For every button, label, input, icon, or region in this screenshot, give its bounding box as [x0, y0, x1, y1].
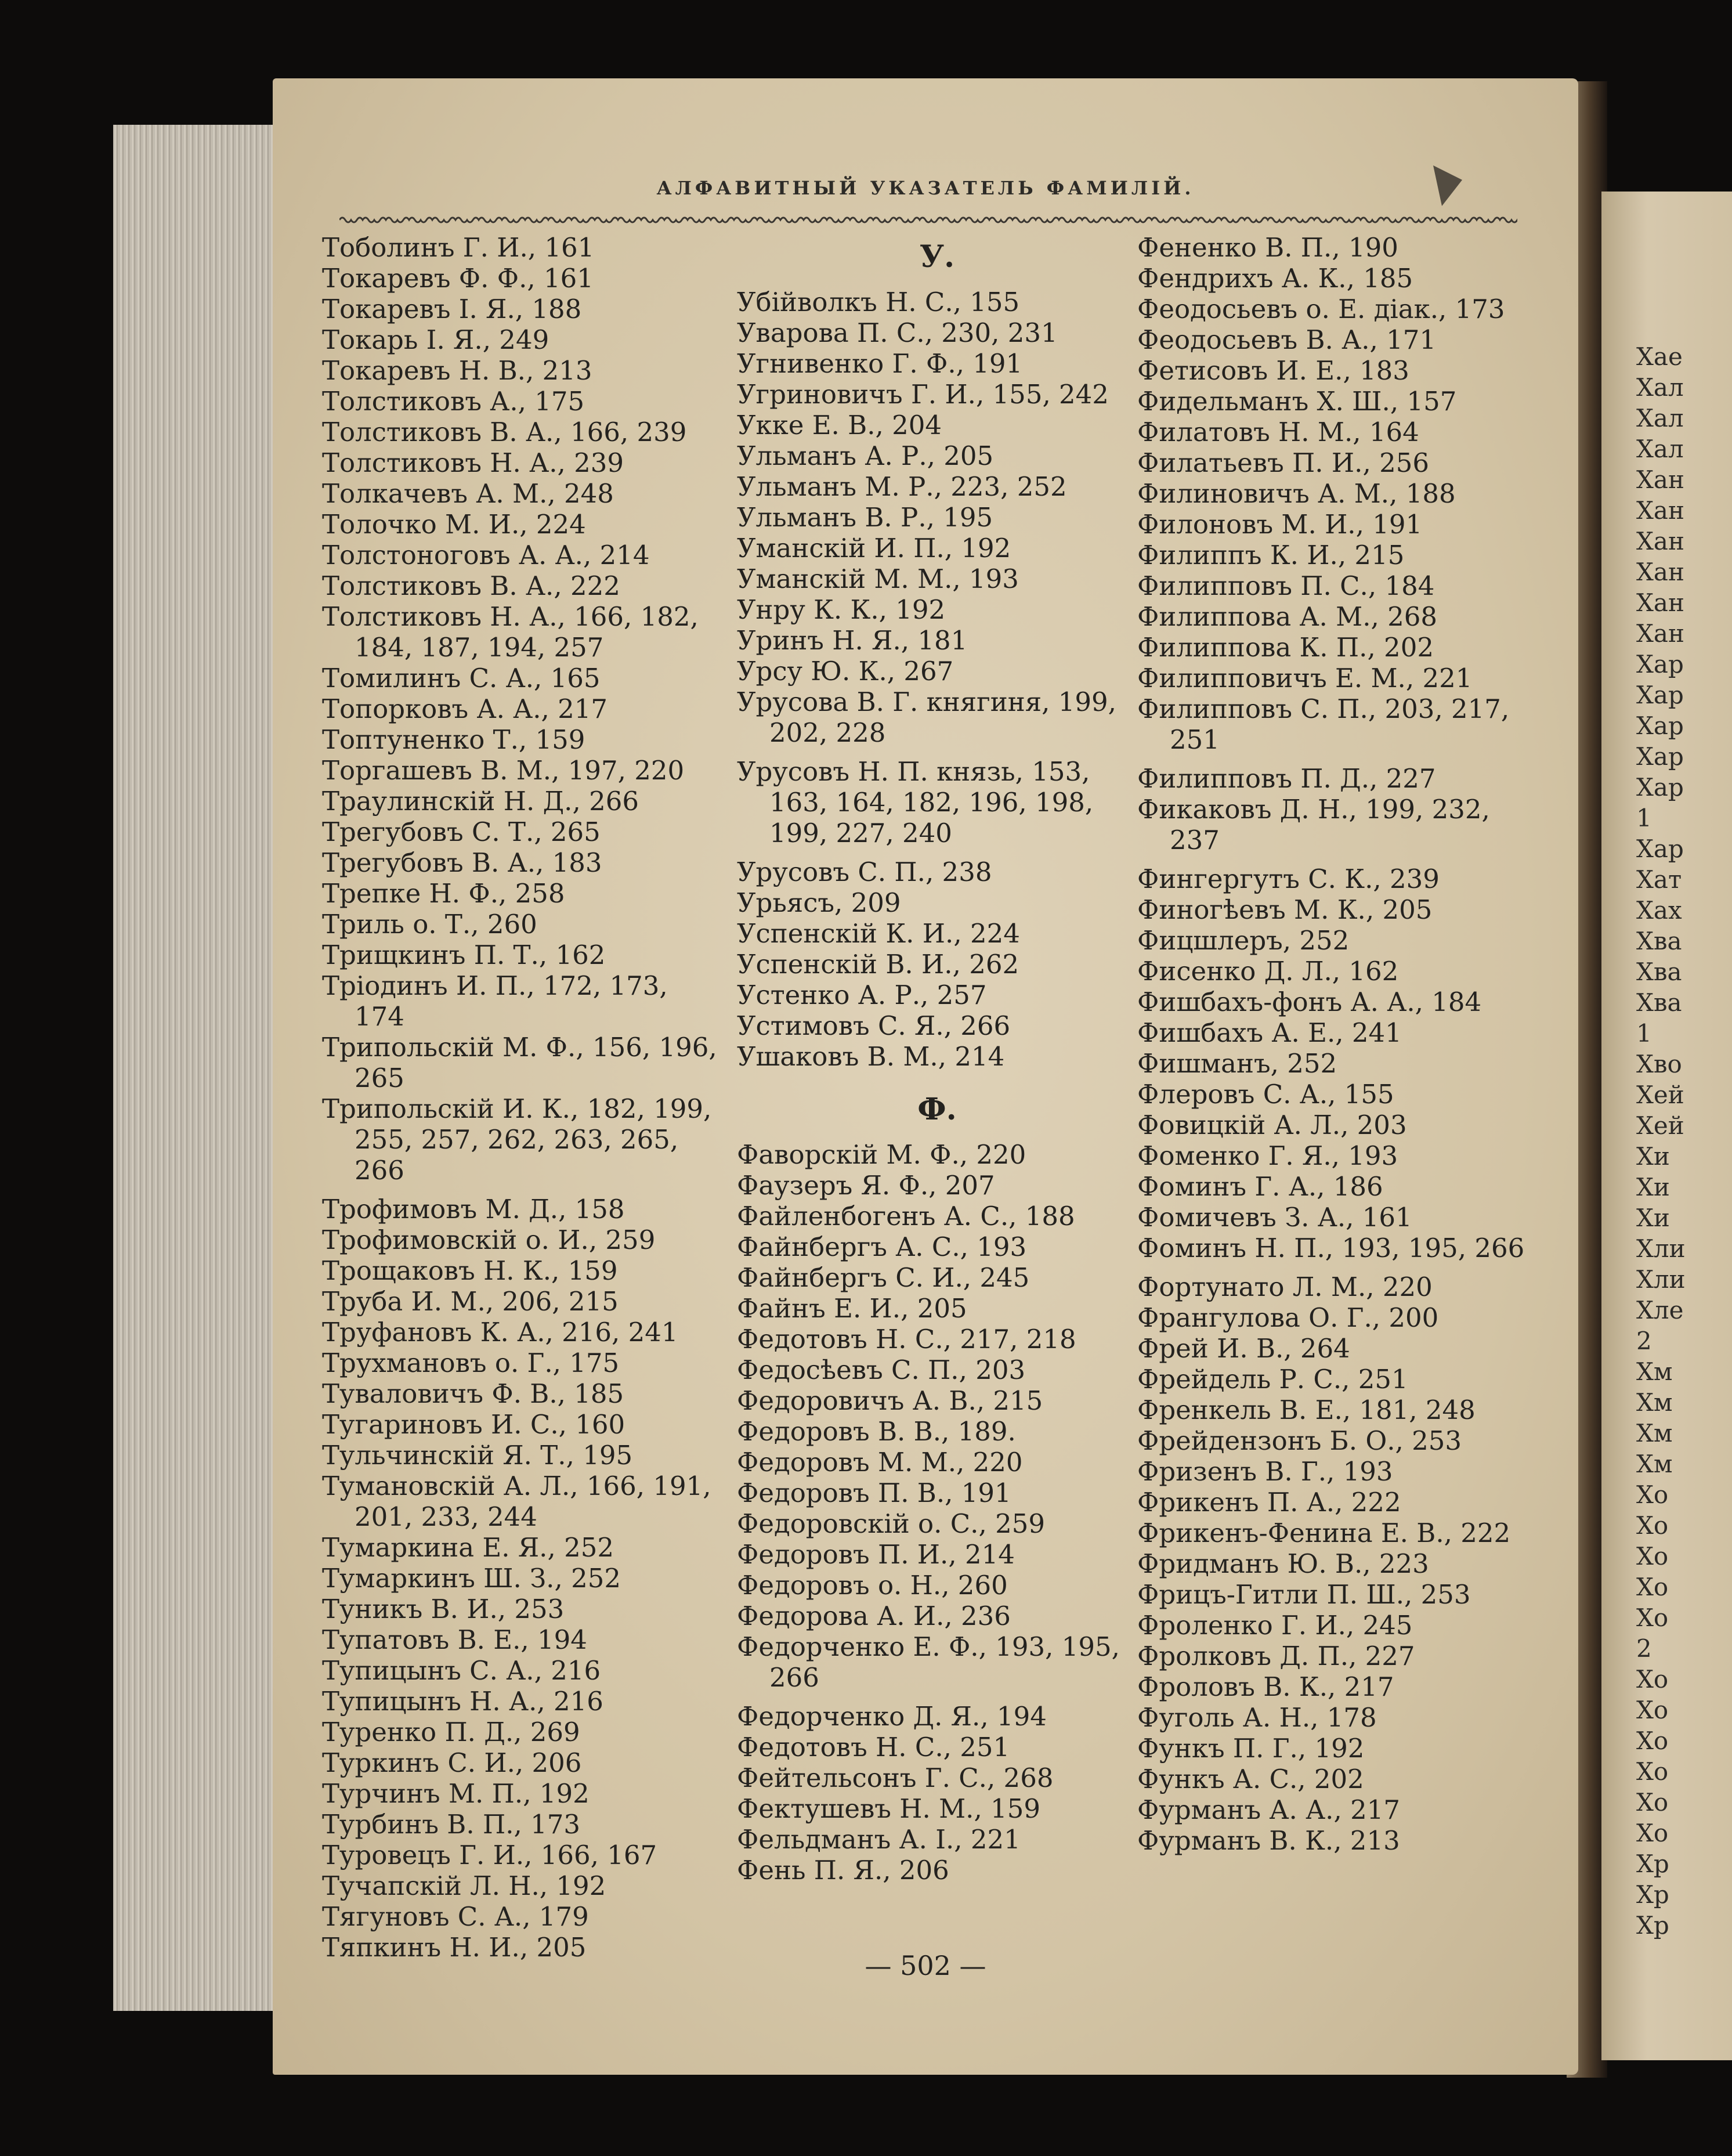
- index-entry: Урьясъ, 209: [737, 887, 901, 918]
- index-entry: Урусова В. Г. княгиня, 199, 202, 228: [737, 687, 1116, 748]
- index-entry: Фовицкій А. Л., 203: [1137, 1110, 1407, 1140]
- right-page-text-fragment: Хо: [1636, 1788, 1669, 1816]
- right-page-text-fragment: Хар: [1636, 742, 1684, 771]
- index-entry: Фишбахъ А. Е., 241: [1137, 1017, 1402, 1048]
- index-entry: Фингергутъ С. К., 239: [1137, 864, 1440, 894]
- index-entry: Толочко М. И., 224: [322, 509, 586, 540]
- right-page-text-fragment: Хо: [1636, 1757, 1669, 1786]
- index-entry: Токаревъ I. Я., 188: [322, 294, 582, 324]
- index-entry: Трощаковъ Н. К., 159: [322, 1255, 618, 1286]
- index-entry: Томилинъ С. А., 165: [322, 663, 601, 694]
- index-entry: Фрикенъ П. А., 222: [1137, 1487, 1401, 1518]
- index-entry: Файнъ Е. И., 205: [737, 1293, 967, 1324]
- index-entry: Файнбергъ А. С., 193: [737, 1232, 1027, 1262]
- index-entry: Фикаковъ Д. Н., 199, 232, 237: [1137, 794, 1490, 855]
- index-entry: Фрей И. В., 264: [1137, 1333, 1350, 1364]
- column-1: [322, 232, 722, 1963]
- index-entry: Ульманъ М. Р., 223, 252: [737, 471, 1067, 502]
- index-entry: Трухмановъ о. Г., 175: [322, 1348, 620, 1378]
- right-page-text-fragment: Хр: [1636, 1911, 1669, 1940]
- index-entry: Толстиковъ В. А., 222: [322, 570, 620, 601]
- corner-fold-mark: [1427, 162, 1468, 209]
- index-entry: Филатовъ Н. М., 164: [1137, 417, 1419, 447]
- index-entry: Фроловъ В. К., 217: [1137, 1671, 1394, 1702]
- index-entry: Топтуненко Т., 159: [322, 724, 585, 755]
- right-page-text-fragment: Хм: [1636, 1388, 1673, 1417]
- right-page-text-fragment: Хар: [1636, 835, 1684, 863]
- index-entry: Фендрихъ А. К., 185: [1137, 263, 1413, 294]
- index-entry: Успенскій К. И., 224: [737, 918, 1020, 949]
- index-entry: Тупицынъ Н. А., 216: [322, 1686, 603, 1717]
- index-entry: Туровецъ Г. И., 166, 167: [322, 1840, 657, 1870]
- index-entry: Унру К. К., 192: [737, 594, 946, 625]
- index-entry: Федоровъ М. М., 220: [737, 1447, 1023, 1478]
- index-entry: Фрикенъ-Фенина Е. В., 222: [1137, 1518, 1511, 1548]
- book-page: [273, 78, 1578, 2075]
- index-entry: Филиппова К. П., 202: [1137, 632, 1434, 663]
- index-entry: Толстиковъ А., 175: [322, 386, 585, 417]
- section-letter-heading: У.: [919, 239, 955, 275]
- index-entry: Федорченко Д. Я., 194: [737, 1701, 1047, 1732]
- index-entry: Фейтельсонъ Г. С., 268: [737, 1763, 1054, 1793]
- index-entry: Уманскій И. П., 192: [737, 533, 1011, 564]
- page-number: — 502 —: [865, 1950, 986, 1981]
- right-page-text-fragment: Хо: [1636, 1696, 1669, 1724]
- column-3: [1137, 232, 1538, 1856]
- index-entry: Уринъ Н. Я., 181: [737, 625, 968, 656]
- index-entry: Фисенко Д. Л., 162: [1137, 956, 1399, 987]
- index-entry: Филипповъ С. П., 203, 217, 251: [1137, 694, 1510, 755]
- index-entry: Филиппова А. М., 268: [1137, 601, 1438, 632]
- right-page-text-fragment: Хли: [1636, 1265, 1686, 1294]
- right-page-text-fragment: Хо: [1636, 1573, 1669, 1601]
- right-page-text-fragment: Хи: [1636, 1173, 1670, 1201]
- index-entry: Файленбогенъ А. С., 188: [737, 1201, 1075, 1232]
- right-page-text-fragment: 2: [1636, 1327, 1652, 1355]
- section-letter-heading: Ф.: [917, 1092, 957, 1127]
- index-entry: Филиновичъ А. М., 188: [1137, 478, 1456, 509]
- right-page-text-fragment: Хр: [1636, 1850, 1669, 1878]
- right-page-text-fragment: Хар: [1636, 650, 1684, 678]
- index-entry: Фортунато Л. М., 220: [1137, 1272, 1433, 1302]
- index-entry: Траулинскій Н. Д., 266: [322, 786, 639, 817]
- index-entry: Урусовъ С. П., 238: [737, 857, 992, 887]
- right-page-text-fragment: Хан: [1636, 558, 1684, 586]
- index-entry: Трофимовъ М. Д., 158: [322, 1194, 625, 1225]
- index-entry: Туваловичъ Ф. В., 185: [322, 1378, 624, 1409]
- index-entry: Функъ П. Г., 192: [1137, 1733, 1365, 1764]
- right-page-text-fragment: Хей: [1636, 1081, 1684, 1109]
- index-entry: Фень П. Я., 206: [737, 1855, 949, 1886]
- index-entry: Фоминъ Н. П., 193, 195, 266: [1137, 1233, 1525, 1263]
- header-wavy-rule: [339, 212, 1517, 228]
- right-page-text-fragment: Хал: [1636, 435, 1684, 463]
- index-entry: Филоновъ М. И., 191: [1137, 509, 1423, 540]
- right-page-text-fragment: Хат: [1636, 865, 1682, 894]
- index-entry: Тягуновъ С. А., 179: [322, 1901, 589, 1932]
- index-entry: Фоминъ Г. А., 186: [1137, 1171, 1383, 1202]
- index-entry: Тумаркина Е. Я., 252: [322, 1532, 614, 1563]
- index-entry: Федоровъ В. В., 189.: [737, 1416, 1016, 1447]
- index-entry: Фролковъ Д. П., 227: [1137, 1641, 1415, 1671]
- index-entry: Труба И. М., 206, 215: [322, 1286, 619, 1317]
- index-entry: Фаворскій М. Ф., 220: [737, 1139, 1026, 1170]
- page-header: АЛФАВИТНЫЙ УКАЗАТЕЛЬ ФАМИЛІЙ.: [656, 177, 1195, 199]
- index-entry: Фрицъ-Гитли П. Ш., 253: [1137, 1579, 1471, 1610]
- index-entry: Тріодинъ И. П., 172, 173, 174: [322, 970, 668, 1032]
- index-entry: Трепке Н. Ф., 258: [322, 878, 565, 909]
- index-entry: Фицшлеръ, 252: [1137, 925, 1350, 956]
- index-entry: Трофимовскій о. И., 259: [322, 1225, 656, 1255]
- index-entry: Трегубовъ В. А., 183: [322, 847, 602, 878]
- index-entry: Урусовъ Н. П. князь, 153, 163, 164, 182, 196, 198, 199, 227, 240: [737, 756, 1094, 848]
- right-page-text-fragment: Хво: [1636, 1050, 1682, 1078]
- right-page-text-fragment: Хи: [1636, 1142, 1670, 1171]
- index-entry: Турбинъ В. П., 173: [322, 1809, 581, 1840]
- right-page-text-fragment: Хае: [1636, 342, 1683, 371]
- index-entry: Тульчинскій Я. Т., 195: [322, 1440, 633, 1471]
- right-page-text-fragment: Хах: [1636, 896, 1682, 924]
- right-page-text-fragment: Хан: [1636, 496, 1684, 525]
- right-page-text-fragment: 2: [1636, 1634, 1652, 1663]
- right-page-text-fragment: Хва: [1636, 958, 1682, 986]
- index-entry: Торгашевъ В. М., 197, 220: [322, 755, 685, 786]
- index-entry: Фурманъ А. А., 217: [1137, 1794, 1400, 1825]
- index-entry: Токарь I. Я., 249: [322, 324, 549, 355]
- index-entry: Толстиковъ Н. А., 239: [322, 447, 624, 478]
- right-page-text-fragment: Хан: [1636, 465, 1684, 494]
- index-entry: Файнбергъ С. И., 245: [737, 1262, 1030, 1293]
- index-entry: Федоровичъ А. В., 215: [737, 1385, 1043, 1416]
- right-page-text-fragment: Хал: [1636, 373, 1684, 402]
- index-entry: Ульманъ В. Р., 195: [737, 502, 993, 533]
- index-entry: Угнивенко Г. Ф., 191: [737, 348, 1023, 379]
- index-entry: Федосѣевъ С. П., 203: [737, 1355, 1026, 1385]
- index-entry: Фурманъ В. К., 213: [1137, 1825, 1400, 1856]
- right-page-text-fragment: 1: [1636, 804, 1652, 832]
- index-entry: Толстоноговъ А. А., 214: [322, 540, 650, 570]
- right-page-text-fragment: Хан: [1636, 619, 1684, 648]
- index-entry: Тумановскій А. Л., 166, 191, 201, 233, 244: [322, 1471, 711, 1532]
- index-entry: Тупицынъ С. А., 216: [322, 1655, 601, 1686]
- right-page-text-fragment: Хо: [1636, 1511, 1669, 1540]
- index-entry: Фрейдензонъ Б. О., 253: [1137, 1425, 1462, 1456]
- index-entry: Трипольскій И. К., 182, 199, 255, 257, 262, 263, 265, 266: [322, 1093, 712, 1186]
- right-page-text-fragment: Хм: [1636, 1450, 1673, 1478]
- index-entry: Федоровъ П. И., 214: [737, 1539, 1015, 1570]
- index-entry: Фидельманъ Х. Ш., 157: [1137, 386, 1457, 417]
- index-entry: Фаузеръ Я. Ф., 207: [737, 1170, 995, 1201]
- index-entry: Топорковъ А. А., 217: [322, 694, 608, 724]
- index-entry: Френкель В. Е., 181, 248: [1137, 1395, 1476, 1425]
- right-page-text-fragment: Хи: [1636, 1204, 1670, 1232]
- index-entry: Труфановъ К. А., 216, 241: [322, 1317, 678, 1348]
- index-entry: Триль о. Т., 260: [322, 909, 537, 940]
- index-entry: Успенскій В. И., 262: [737, 949, 1019, 980]
- index-entry: Филатьевъ П. И., 256: [1137, 447, 1429, 478]
- index-entry: Фризенъ В. Г., 193: [1137, 1456, 1393, 1487]
- index-entry: Тучапскій Л. Н., 192: [322, 1870, 606, 1901]
- index-entry: Толкачевъ А. М., 248: [322, 478, 614, 509]
- index-entry: Урсу Ю. К., 267: [737, 656, 954, 687]
- right-page-fragment: [1601, 192, 1732, 2060]
- index-entry: Федоровъ о. Н., 260: [737, 1570, 1008, 1601]
- index-entry: Ульманъ А. Р., 205: [737, 440, 994, 471]
- right-page-text-fragment: Хал: [1636, 404, 1684, 432]
- index-entry: Фоменко Г. Я., 193: [1137, 1140, 1398, 1171]
- index-entry: Угриновичъ Г. И., 155, 242: [737, 379, 1109, 410]
- index-entry: Тугариновъ И. С., 160: [322, 1409, 625, 1440]
- index-entry: Франгулова О. Г., 200: [1137, 1302, 1439, 1333]
- right-page-text-fragment: Хар: [1636, 681, 1684, 709]
- index-entry: Федотовъ Н. С., 217, 218: [737, 1324, 1076, 1355]
- right-page-text-fragment: Хо: [1636, 1819, 1669, 1847]
- index-entry: Федорченко Е. Ф., 193, 195, 266: [737, 1631, 1120, 1693]
- index-entry: Тоболинъ Г. И., 161: [322, 232, 595, 263]
- right-page-text-fragment: Хо: [1636, 1542, 1669, 1570]
- right-page-text-fragment: Хей: [1636, 1111, 1684, 1140]
- index-entry: Фельдманъ А. I., 221: [737, 1824, 1021, 1855]
- index-entry: Федотовъ Н. С., 251: [737, 1732, 1010, 1763]
- index-entry: Фишбахъ-фонъ А. А., 184: [1137, 987, 1482, 1017]
- right-page-text-fragment: Хва: [1636, 927, 1682, 955]
- index-entry: Фуголь А. Н., 178: [1137, 1702, 1377, 1733]
- index-entry: Федорова А. И., 236: [737, 1601, 1011, 1631]
- right-page-text-fragment: Хар: [1636, 712, 1684, 740]
- index-entry: Фридманъ Ю. В., 223: [1137, 1548, 1429, 1579]
- right-page-text-fragment: Хан: [1636, 588, 1684, 617]
- right-page-text-fragment: 1: [1636, 1019, 1652, 1048]
- index-entry: Трегубовъ С. Т., 265: [322, 817, 601, 847]
- index-entry: Флеровъ С. А., 155: [1137, 1079, 1394, 1110]
- right-page-text-fragment: Хо: [1636, 1727, 1669, 1755]
- index-entry: Уварова П. С., 230, 231: [737, 317, 1058, 348]
- index-entry: Фененко В. П., 190: [1137, 232, 1398, 263]
- index-entry: Толстиковъ Н. А., 166, 182, 184, 187, 194, 257: [322, 601, 699, 663]
- index-entry: Туникъ В. И., 253: [322, 1594, 565, 1624]
- index-entry: Убійволкъ Н. С., 155: [737, 287, 1020, 317]
- index-entry: Туренко П. Д., 269: [322, 1717, 580, 1747]
- index-entry: Токаревъ Н. В., 213: [322, 355, 592, 386]
- index-entry: Фроленко Г. И., 245: [1137, 1610, 1413, 1641]
- index-entry: Тяпкинъ Н. И., 205: [322, 1932, 587, 1963]
- index-entry: Функъ А. С., 202: [1137, 1764, 1364, 1794]
- right-page-text-fragment: Хо: [1636, 1480, 1669, 1509]
- index-entry: Федоровскій о. С., 259: [737, 1508, 1045, 1539]
- index-entry: Турчинъ М. П., 192: [322, 1778, 590, 1809]
- index-entry: Уманскій М. М., 193: [737, 564, 1019, 594]
- index-entry: Фрейдель Р. С., 251: [1137, 1364, 1408, 1395]
- right-page-text-fragment: Хле: [1636, 1296, 1684, 1324]
- index-entry: Филипповъ П. С., 184: [1137, 570, 1435, 601]
- right-page-text-fragment: Хар: [1636, 773, 1684, 801]
- right-page-text-fragment: Хо: [1636, 1604, 1669, 1632]
- index-entry: Феодосьевъ о. Е. діак., 173: [1137, 294, 1505, 324]
- right-page-text-fragment: Хва: [1636, 988, 1682, 1017]
- index-entry: Толстиковъ В. А., 166, 239: [322, 417, 687, 447]
- index-entry: Финогѣевъ М. К., 205: [1137, 894, 1433, 925]
- index-entry: Фишманъ, 252: [1137, 1048, 1337, 1079]
- right-page-text-fragment: Хр: [1636, 1880, 1669, 1909]
- right-page-text-fragment: Хли: [1636, 1234, 1686, 1263]
- right-page-text-fragment: Хм: [1636, 1357, 1673, 1386]
- index-entry: Укке Е. В., 204: [737, 410, 942, 440]
- index-entry: Филипповъ П. Д., 227: [1137, 763, 1436, 794]
- index-entry: Туркинъ С. И., 206: [322, 1747, 582, 1778]
- index-entry: Тупатовъ В. Е., 194: [322, 1624, 587, 1655]
- index-entry: Феодосьевъ В. А., 171: [1137, 324, 1437, 355]
- right-page-text-fragment: Хм: [1636, 1419, 1673, 1447]
- index-entry: Фектушевъ Н. М., 159: [737, 1793, 1040, 1824]
- index-entry: Филипповичъ Е. М., 221: [1137, 663, 1473, 694]
- book-page-edges: [113, 125, 287, 2011]
- index-entry: Фетисовъ И. Е., 183: [1137, 355, 1409, 386]
- right-page-text-fragment: Хо: [1636, 1665, 1669, 1693]
- index-entry: Федоровъ П. В., 191: [737, 1478, 1011, 1508]
- right-page-text-fragment: Хан: [1636, 527, 1684, 555]
- index-entry: Трищкинъ П. Т., 162: [322, 940, 606, 970]
- index-entry: Фомичевъ З. А., 161: [1137, 1202, 1412, 1233]
- index-entry: Тумаркинъ Ш. З., 252: [322, 1563, 621, 1594]
- index-entry: Филиппъ К. И., 215: [1137, 540, 1405, 570]
- column-2: [737, 232, 1137, 1886]
- index-entry: Устенко А. Р., 257: [737, 980, 987, 1010]
- index-entry: Трипольскій М. Ф., 156, 196, 265: [322, 1032, 717, 1093]
- index-entry: Устимовъ С. Я., 266: [737, 1010, 1011, 1041]
- index-entry: Ушаковъ В. М., 214: [737, 1041, 1005, 1072]
- index-entry: Токаревъ Ф. Ф., 161: [322, 263, 594, 294]
